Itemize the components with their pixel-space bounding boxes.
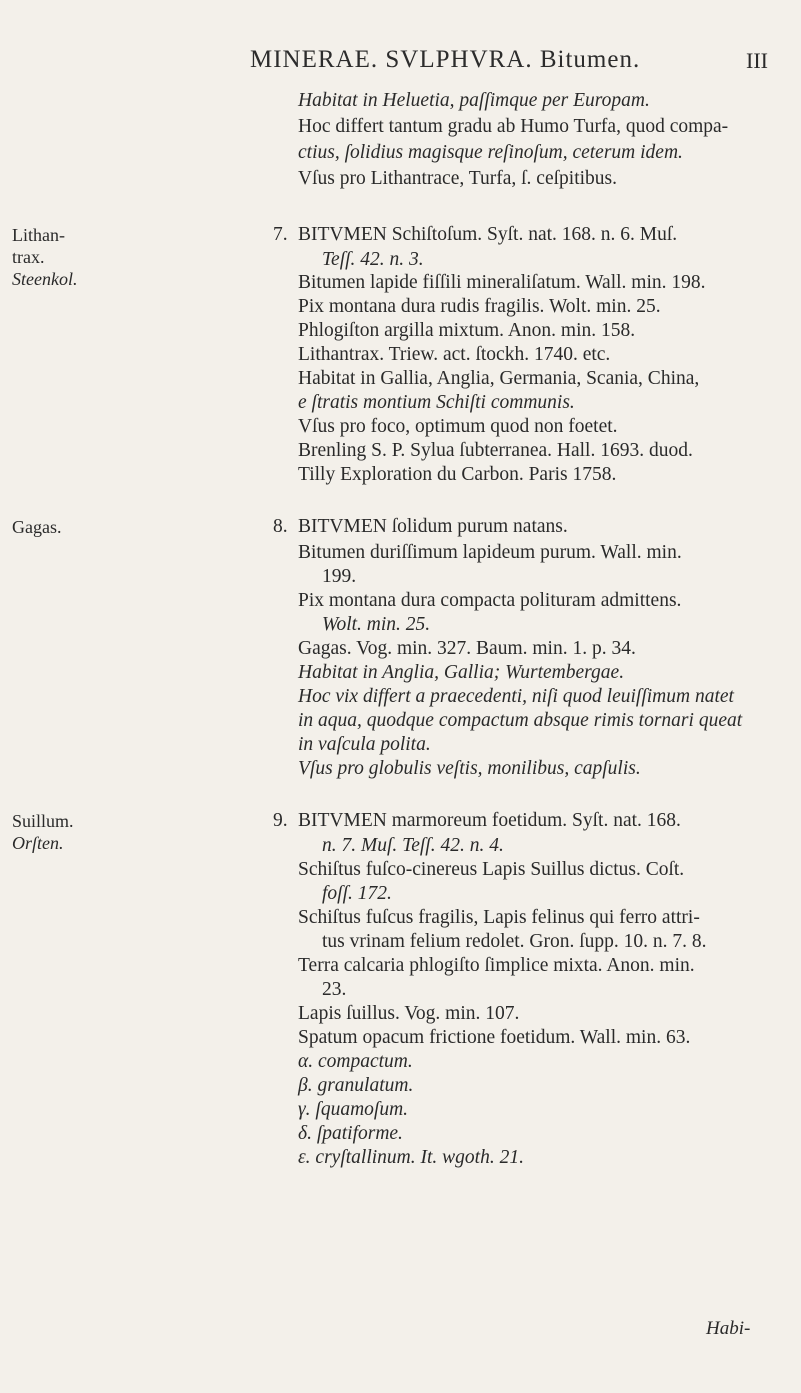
entry-line: Habitat in Anglia, Gallia; Wurtembergae. bbox=[298, 662, 625, 683]
entry-line: BITVMEN marmoreum foetidum. Syſt. nat. 168. bbox=[298, 810, 681, 831]
margin-term: Orſten. bbox=[12, 833, 64, 853]
entry-line: α. compactum. bbox=[298, 1051, 413, 1072]
margin-term: Steenkol. bbox=[12, 269, 78, 289]
entry-line: γ. ſquamoſum. bbox=[298, 1099, 409, 1120]
entry-line: 23. bbox=[322, 979, 347, 1000]
entry-line: Vſus pro foco, optimum quod non foetet. bbox=[298, 416, 618, 437]
entry-line: ε. cryſtallinum. It. wgoth. 21. bbox=[298, 1147, 524, 1168]
entry-line: Tilly Exploration du Carbon. Paris 1758. bbox=[298, 464, 617, 485]
entry-line: Lithantrax. Triew. act. ſtockh. 1740. etc. bbox=[298, 344, 611, 365]
intro-line: ctius, ſolidius magisque reſinoſum, ceterum idem. bbox=[298, 142, 683, 163]
margin-note bbox=[12, 810, 92, 854]
entry-line: in vaſcula polita. bbox=[298, 734, 431, 755]
page-number: III bbox=[746, 48, 768, 73]
entry-number: 9. bbox=[273, 810, 288, 831]
entry-line: Phlogiſton argilla mixtum. Anon. min. 158. bbox=[298, 320, 636, 341]
margin-term: trax. bbox=[12, 247, 45, 267]
entry-line: 199. bbox=[322, 566, 357, 587]
entry-line: Wolt. min. 25. bbox=[322, 614, 431, 635]
margin-term: Lithan- bbox=[12, 225, 65, 245]
entry-line: in aqua, quodque compactum absque rimis tornari queat bbox=[298, 710, 743, 731]
entry-line: Gagas. Vog. min. 327. Baum. min. 1. p. 34. bbox=[298, 638, 636, 659]
entry-line: Brenling S. P. Sylua ſubterranea. Hall. 1693. duod. bbox=[298, 440, 693, 461]
entry-line: Lapis ſuillus. Vog. min. 107. bbox=[298, 1003, 520, 1024]
entry-line: Hoc vix differt a praecedenti, niſi quod leuiſſimum natet bbox=[298, 686, 734, 707]
margin-note bbox=[12, 516, 92, 538]
margin-note bbox=[12, 224, 92, 290]
entry-line: Terra calcaria phlogiſto ſimplice mixta. Anon. min. bbox=[298, 955, 695, 976]
entry-line: Schiſtus fuſcus fragilis, Lapis felinus qui ferro attri- bbox=[298, 907, 700, 928]
entry-line: n. 7. Muſ. Teſſ. 42. n. 4. bbox=[322, 835, 504, 856]
entry-line: foſſ. 172. bbox=[322, 883, 392, 904]
entry-line: β. granulatum. bbox=[298, 1075, 414, 1096]
entry-line: Spatum opacum frictione foetidum. Wall. min. 63. bbox=[298, 1027, 691, 1048]
entry-line: Pix montana dura compacta polituram admittens. bbox=[298, 590, 682, 611]
entry-number: 8. bbox=[273, 516, 288, 537]
entry-line: Habitat in Gallia, Anglia, Germania, Scania, China, bbox=[298, 368, 700, 389]
entry-line: tus vrinam felium redolet. Gron. ſupp. 10. n. 7. 8. bbox=[322, 931, 707, 952]
entry-line: Vſus pro globulis veſtis, monilibus, capſulis. bbox=[298, 758, 641, 779]
entry-line: Schiſtus fuſco-cinereus Lapis Suillus dictus. Coſt. bbox=[298, 859, 685, 880]
intro-line: Hoc differt tantum gradu ab Humo Turfa, quod compa- bbox=[298, 116, 729, 137]
entry-line: BITVMEN ſolidum purum natans. bbox=[298, 516, 568, 537]
entry-line: δ. ſpatiforme. bbox=[298, 1123, 403, 1144]
margin-term: Suillum. bbox=[12, 811, 74, 831]
entry-line: Bitumen lapide fiſſili mineraliſatum. Wall. min. 198. bbox=[298, 272, 706, 293]
margin-term: Gagas. bbox=[12, 517, 62, 537]
entry-line: Pix montana dura rudis fragilis. Wolt. min. 25. bbox=[298, 296, 661, 317]
catchword: Habi- bbox=[706, 1318, 751, 1339]
entry-line: BITVMEN Schiſtoſum. Syſt. nat. 168. n. 6. Muſ. bbox=[298, 224, 678, 245]
entry-number: 7. bbox=[273, 224, 288, 245]
entry-line: Teſſ. 42. n. 3. bbox=[322, 249, 424, 270]
entry-line: e ſtratis montium Schiſti communis. bbox=[298, 392, 575, 413]
running-title: MINERAE. SVLPHVRA. Bitumen. bbox=[250, 46, 641, 73]
intro-line: Habitat in Heluetia, paſſimque per Europam. bbox=[298, 90, 650, 111]
page-header bbox=[0, 46, 801, 86]
intro-line: Vſus pro Lithantrace, Turfa, ſ. ceſpitibus. bbox=[298, 168, 617, 189]
entry-line: Bitumen duriſſimum lapideum purum. Wall. min. bbox=[298, 542, 682, 563]
